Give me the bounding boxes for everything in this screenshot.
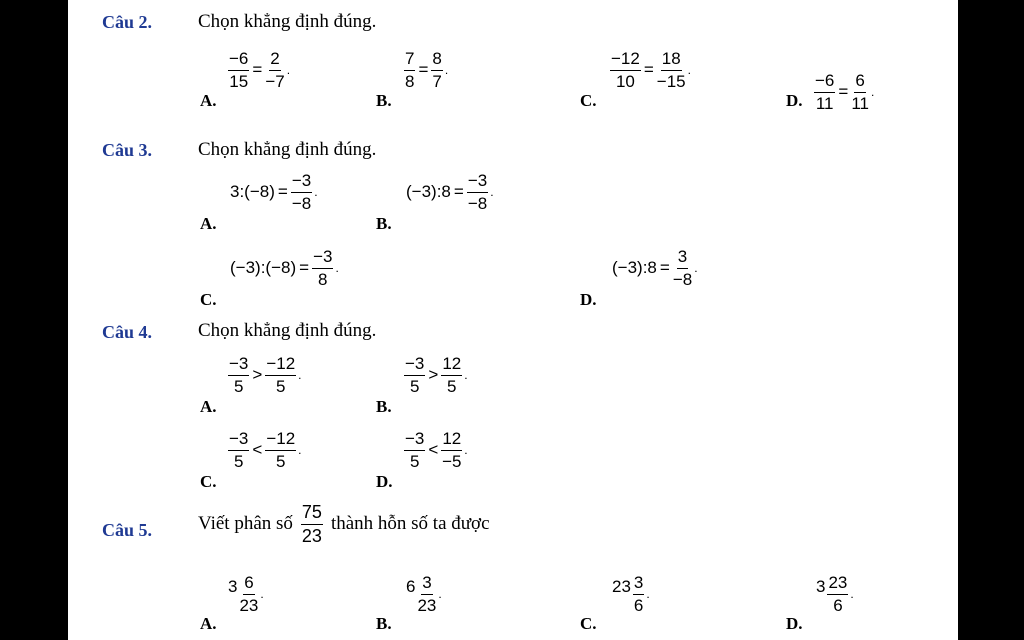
q4-option-a-letter: A. bbox=[200, 397, 217, 416]
q5-option-b-letter: B. bbox=[376, 614, 392, 633]
q5-option-a-letter: A. bbox=[200, 614, 217, 633]
fraction: $\frac{75}{23}$ bbox=[301, 502, 322, 546]
fraction: $\frac{12}{5}$ bbox=[442, 354, 462, 396]
question-3-text: Chọn khẳng định đúng. bbox=[198, 139, 377, 160]
fraction: $\frac{3}{-8}$ bbox=[672, 247, 693, 289]
fraction: $\frac{-12}{5}$ bbox=[266, 429, 296, 471]
fraction: $\frac{18}{-15}$ bbox=[656, 49, 686, 91]
q5-option-c-letter: C. bbox=[580, 614, 597, 633]
question-2-label: Câu 2. bbox=[102, 12, 153, 32]
question-5-text: Viết phân số $\frac{75}{23}$ thành hỗn số ta được bbox=[198, 502, 490, 546]
q2-option-c-expression: $\frac{-12}{10}$ = $\frac{18}{-15}$ . bbox=[611, 49, 691, 91]
fraction: $\frac{-6}{11}$ bbox=[815, 71, 835, 113]
q5-option-d-mixed-number: 3 $\frac{23}{6}$ . bbox=[816, 573, 854, 615]
fraction: $\frac{-3}{8}$ bbox=[313, 247, 333, 289]
q3-option-b-expression: (−3):8 = $\frac{-3}{-8}$ . bbox=[406, 171, 494, 213]
q5-option-d-letter: D. bbox=[786, 614, 803, 633]
fraction: $\frac{6}{11}$ bbox=[851, 71, 869, 113]
fraction: $\frac{-3}{5}$ bbox=[405, 354, 425, 396]
q2-option-a-letter: A. bbox=[200, 91, 217, 110]
q4-option-d-expression: $\frac{-3}{5}$ < $\frac{12}{-5}$ . bbox=[405, 429, 468, 471]
q3-option-d-expression: (−3):8 = $\frac{3}{-8}$ . bbox=[612, 247, 698, 289]
q2-option-d-expression: $\frac{-6}{11}$ = $\frac{6}{11}$ . bbox=[815, 71, 875, 113]
fraction: $\frac{-12}{10}$ bbox=[611, 49, 640, 91]
fraction: $\frac{3}{23}$ bbox=[417, 573, 437, 615]
q3-option-c-expression: (−3):(−8) = $\frac{-3}{8}$ . bbox=[230, 247, 339, 289]
fraction: $\frac{-3}{5}$ bbox=[405, 429, 425, 471]
q2-option-d-letter: D. bbox=[786, 91, 803, 110]
q4-option-d-letter: D. bbox=[376, 472, 393, 491]
q4-option-b-expression: $\frac{-3}{5}$ > $\frac{12}{5}$ . bbox=[405, 354, 468, 396]
document-page bbox=[68, 0, 958, 640]
q5-option-b-mixed-number: 6 $\frac{3}{23}$ . bbox=[406, 573, 442, 615]
q5-option-c-mixed-number: 23 $\frac{3}{6}$ . bbox=[612, 573, 650, 615]
question-4-text: Chọn khẳng định đúng. bbox=[198, 320, 377, 341]
fraction: $\frac{23}{6}$ bbox=[828, 573, 848, 615]
question-3-label: Câu 3. bbox=[102, 140, 153, 160]
q2-option-a-expression: $\frac{-6}{15}$ = $\frac{2}{-7}$ . bbox=[229, 49, 291, 91]
fraction: $\frac{6}{23}$ bbox=[239, 573, 259, 615]
q4-option-c-expression: $\frac{-3}{5}$ < $\frac{-12}{5}$ . bbox=[229, 429, 302, 471]
fraction: $\frac{8}{7}$ bbox=[432, 49, 442, 91]
q2-option-b-expression: $\frac{7}{8}$ = $\frac{8}{7}$ . bbox=[405, 49, 449, 91]
fraction: $\frac{7}{8}$ bbox=[405, 49, 415, 91]
q4-option-a-expression: $\frac{-3}{5}$ > $\frac{-12}{5}$ . bbox=[229, 354, 302, 396]
question-5-label: Câu 5. bbox=[102, 520, 153, 540]
question-4-label: Câu 4. bbox=[102, 322, 153, 342]
fraction: $\frac{-3}{-8}$ bbox=[291, 171, 312, 213]
fraction: $\frac{2}{-7}$ bbox=[265, 49, 285, 91]
fraction: $\frac{-3}{-8}$ bbox=[467, 171, 488, 213]
fraction: $\frac{3}{6}$ bbox=[633, 573, 644, 615]
q2-option-c-letter: C. bbox=[580, 91, 597, 110]
q3-option-b-letter: B. bbox=[376, 214, 392, 233]
q3-option-a-letter: A. bbox=[200, 214, 217, 233]
q3-option-c-letter: C. bbox=[200, 290, 217, 309]
q4-option-b-letter: B. bbox=[376, 397, 392, 416]
q2-option-b-letter: B. bbox=[376, 91, 392, 110]
question-2-text: Chọn khẳng định đúng. bbox=[198, 11, 377, 32]
q5-option-a-mixed-number: 3 $\frac{6}{23}$ . bbox=[228, 573, 264, 615]
q4-option-c-letter: C. bbox=[200, 472, 217, 491]
fraction: $\frac{-3}{5}$ bbox=[229, 354, 249, 396]
q3-option-a-expression: 3:(−8) = $\frac{-3}{-8}$ . bbox=[230, 171, 318, 213]
fraction: $\frac{-12}{5}$ bbox=[266, 354, 296, 396]
fraction: $\frac{-3}{5}$ bbox=[229, 429, 249, 471]
q3-option-d-letter: D. bbox=[580, 290, 597, 309]
fraction: $\frac{-6}{15}$ bbox=[229, 49, 249, 91]
fraction: $\frac{12}{-5}$ bbox=[442, 429, 462, 471]
